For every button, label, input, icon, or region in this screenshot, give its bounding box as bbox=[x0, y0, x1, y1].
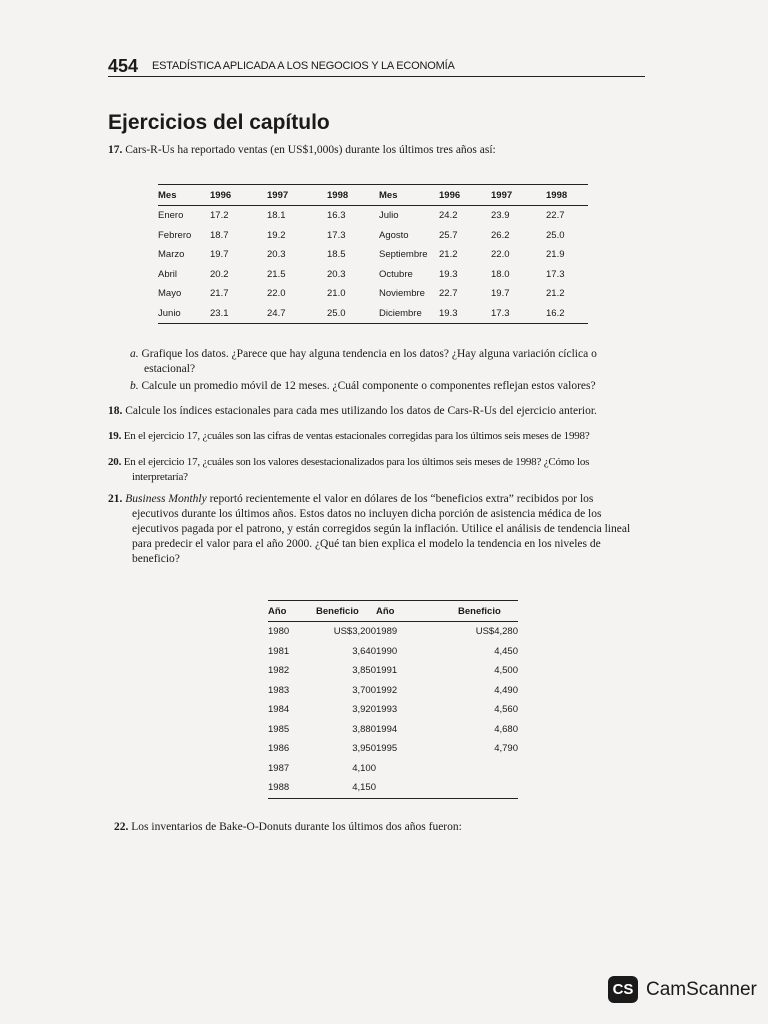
table-cell: 25.7 bbox=[439, 229, 458, 241]
table-cell: 1991 bbox=[376, 665, 398, 677]
table-cell: 21.7 bbox=[210, 288, 229, 300]
table-cell: 19.2 bbox=[267, 229, 286, 241]
exercise-17-part-a bbox=[130, 347, 646, 377]
column-header: 1997 bbox=[491, 185, 546, 206]
table-cell: 18.7 bbox=[210, 229, 229, 241]
table-cell: 18.1 bbox=[267, 210, 286, 222]
table-cell: 3,920 bbox=[352, 704, 376, 716]
table-cell: Julio bbox=[379, 210, 399, 222]
table-cell: Diciembre bbox=[379, 304, 439, 324]
part-text: Calcule un promedio móvil de 12 meses. ¿Cuál componente o componentes reflejan estos valores? bbox=[141, 380, 596, 392]
table-row bbox=[158, 304, 588, 324]
part-label: b. bbox=[130, 380, 139, 392]
exercise-18 bbox=[108, 404, 597, 419]
table-cell: 21.0 bbox=[327, 288, 346, 300]
table-row bbox=[158, 284, 588, 304]
exercise-text-line: ejecutivos durante los últimos años. Estos datos no incluyen dicha porción de asistencia médica de los bbox=[132, 508, 602, 520]
table-cell: US$3,200 bbox=[333, 626, 376, 638]
table-cell: 22.7 bbox=[546, 210, 565, 222]
exercise-text: Calcule los índices estacionales para cada mes utilizando los datos de Cars-R-Us del ejercicio anterior. bbox=[125, 405, 597, 417]
exercise-22 bbox=[114, 820, 462, 835]
table-cell: 18.5 bbox=[327, 249, 346, 261]
table-cell: 4,790 bbox=[494, 743, 518, 755]
benefits-table bbox=[268, 600, 518, 799]
table-cell: 18.0 bbox=[491, 268, 510, 280]
table-cell: US$4,280 bbox=[475, 626, 518, 638]
table-cell: 1986 bbox=[268, 743, 290, 755]
exercise-number: 20. bbox=[108, 456, 122, 468]
table-cell: 4,680 bbox=[494, 723, 518, 735]
exercise-19 bbox=[108, 429, 590, 444]
exercise-17-intro bbox=[108, 143, 496, 158]
table-row bbox=[268, 622, 518, 642]
table-row bbox=[268, 700, 518, 720]
table-cell: Junio bbox=[158, 304, 210, 324]
table-cell: 21.5 bbox=[267, 268, 286, 280]
publication-name: Business Monthly bbox=[125, 493, 207, 505]
table-cell: Agosto bbox=[379, 229, 409, 241]
table-cell: Marzo bbox=[158, 249, 185, 261]
table-cell: Noviembre bbox=[379, 288, 425, 300]
table-cell: 1985 bbox=[268, 723, 290, 735]
table-cell: 3,950 bbox=[352, 743, 376, 755]
table-row bbox=[268, 661, 518, 681]
table-cell bbox=[458, 778, 518, 798]
exercise-number: 19. bbox=[108, 430, 122, 442]
table-header-row bbox=[268, 601, 518, 622]
table-cell: Mayo bbox=[158, 288, 182, 300]
table-cell: 21.2 bbox=[439, 249, 458, 261]
table-cell: 22.0 bbox=[267, 288, 286, 300]
table-cell: 1989 bbox=[376, 626, 398, 638]
table-cell: 22.0 bbox=[491, 249, 510, 261]
page-number: 454 bbox=[108, 56, 139, 76]
table-cell: 16.2 bbox=[546, 304, 588, 324]
table-cell: 20.2 bbox=[210, 268, 229, 280]
table-cell: 3,640 bbox=[352, 645, 376, 657]
table-row bbox=[158, 245, 588, 265]
table-cell: 20.3 bbox=[267, 249, 286, 261]
table-cell: 1983 bbox=[268, 684, 290, 696]
exercise-text: Cars-R-Us ha reportado ventas (en US$1,000s) durante los últimos tres años así: bbox=[125, 144, 496, 156]
exercise-number: 22. bbox=[114, 821, 129, 833]
table-cell: 25.0 bbox=[546, 229, 565, 241]
column-header: 1998 bbox=[546, 185, 588, 206]
exercise-text-line: ejecutivos pagada por el patrono, y están corregidos según la inflación. Utilice el análisis de tendencia lineal bbox=[132, 523, 631, 535]
column-header: 1996 bbox=[439, 185, 491, 206]
column-header: 1996 bbox=[210, 185, 267, 206]
exercise-21 bbox=[108, 492, 648, 567]
exercise-20 bbox=[108, 455, 589, 485]
table-cell: 19.3 bbox=[439, 304, 491, 324]
table-cell: 1990 bbox=[376, 645, 398, 657]
exercise-number: 18. bbox=[108, 405, 123, 417]
column-header: 1997 bbox=[267, 185, 327, 206]
table-cell: 24.2 bbox=[439, 210, 458, 222]
table-cell: 19.3 bbox=[439, 268, 458, 280]
table-cell: 17.2 bbox=[210, 210, 229, 222]
exercise-text-continued: interpretaría? bbox=[132, 471, 188, 483]
table-cell: Abril bbox=[158, 268, 178, 280]
table-row bbox=[268, 778, 518, 798]
exercise-17-part-b bbox=[130, 379, 596, 394]
exercise-text: Los inventarios de Bake-O-Donuts durante los últimos dos años fueron: bbox=[131, 821, 462, 833]
table-cell: Enero bbox=[158, 210, 184, 222]
table-cell: 19.7 bbox=[210, 249, 229, 261]
table-cell bbox=[376, 759, 458, 779]
table-cell: 4,100 bbox=[352, 762, 376, 774]
table-cell: 22.7 bbox=[439, 288, 458, 300]
exercise-number: 17. bbox=[108, 144, 123, 156]
table-cell: 17.3 bbox=[491, 304, 546, 324]
page-header bbox=[108, 56, 645, 77]
table-cell: 26.2 bbox=[491, 229, 510, 241]
table-cell: 1994 bbox=[376, 723, 398, 735]
table-cell: 1995 bbox=[376, 743, 398, 755]
camscanner-logo-icon: CS bbox=[608, 976, 638, 1003]
table-row bbox=[158, 226, 588, 246]
exercise-text-line: para predecir el valor para el año 2000. ¿Qué tan bien explica el modelo la tendencia en los niveles de bbox=[132, 538, 601, 550]
column-header: Año bbox=[268, 601, 316, 622]
table-row bbox=[268, 642, 518, 662]
part-text: Grafique los datos. ¿Parece que hay alguna tendencia en los datos? ¿Hay alguna variación cíclica o bbox=[141, 348, 597, 360]
table-header-row bbox=[158, 185, 588, 206]
table-cell: 23.9 bbox=[491, 210, 510, 222]
exercise-number: 21. bbox=[108, 493, 123, 505]
table-cell: 17.3 bbox=[327, 229, 346, 241]
column-header: Beneficio bbox=[458, 601, 518, 622]
column-header: Mes bbox=[158, 185, 210, 206]
table-cell: Octubre bbox=[379, 268, 413, 280]
table-row bbox=[268, 681, 518, 701]
table-row bbox=[268, 739, 518, 759]
table-cell: 1993 bbox=[376, 704, 398, 716]
table-cell: 1987 bbox=[268, 762, 290, 774]
part-text-continued: estacional? bbox=[144, 363, 196, 375]
table-cell: 1992 bbox=[376, 684, 398, 696]
table-cell: 3,880 bbox=[352, 723, 376, 735]
table-cell: 1984 bbox=[268, 704, 290, 716]
camscanner-watermark: CamScanner bbox=[646, 979, 757, 1000]
table-cell: Septiembre bbox=[379, 249, 428, 261]
chapter-title: Ejercicios del capítulo bbox=[108, 111, 330, 134]
exercise-text: En el ejercicio 17, ¿cuáles son las cifras de ventas estacionales corregidas para los últimos seis meses de 1998? bbox=[123, 430, 590, 442]
exercise-text: En el ejercicio 17, ¿cuáles son los valores desestacionalizados para los últimos seis meses de 1998? ¿Cómo los bbox=[123, 456, 590, 468]
table-row bbox=[268, 720, 518, 740]
table-cell: 20.3 bbox=[327, 268, 346, 280]
table-row bbox=[158, 265, 588, 285]
table-cell: 1981 bbox=[268, 645, 290, 657]
table-cell: 3,850 bbox=[352, 665, 376, 677]
table-cell: 4,490 bbox=[494, 684, 518, 696]
table-cell: Febrero bbox=[158, 229, 192, 241]
exercise-text: reportó recientemente el valor en dólares de los “beneficios extra” recibidos por los bbox=[209, 493, 594, 505]
table-cell: 19.7 bbox=[491, 288, 510, 300]
part-label: a. bbox=[130, 348, 139, 360]
table-cell: 1982 bbox=[268, 665, 290, 677]
column-header: Mes bbox=[379, 185, 439, 206]
table-cell: 21.2 bbox=[546, 288, 565, 300]
table-cell: 1988 bbox=[268, 778, 316, 798]
table-cell: 4,500 bbox=[494, 665, 518, 677]
running-title: ESTADÍSTICA APLICADA A LOS NEGOCIOS Y LA ECONOMÍA bbox=[152, 60, 455, 72]
table-cell: 23.1 bbox=[210, 304, 267, 324]
table-cell: 4,450 bbox=[494, 645, 518, 657]
column-header: 1998 bbox=[327, 185, 379, 206]
table-cell: 1980 bbox=[268, 626, 290, 638]
table-row bbox=[158, 206, 588, 226]
table-cell: 25.0 bbox=[327, 304, 379, 324]
column-header: Beneficio bbox=[316, 601, 376, 622]
exercise-text-line: beneficio? bbox=[132, 553, 180, 565]
table-cell: 17.3 bbox=[546, 268, 565, 280]
column-header: Año bbox=[376, 601, 458, 622]
table-cell: 16.3 bbox=[327, 210, 346, 222]
table-cell: 24.7 bbox=[267, 304, 327, 324]
table-cell: 4,560 bbox=[494, 704, 518, 716]
table-cell: 4,150 bbox=[316, 778, 376, 798]
table-cell bbox=[458, 759, 518, 779]
sales-table bbox=[158, 184, 588, 324]
table-cell bbox=[376, 778, 458, 798]
table-cell: 3,700 bbox=[352, 684, 376, 696]
table-cell: 21.9 bbox=[546, 249, 565, 261]
table-row bbox=[268, 759, 518, 779]
